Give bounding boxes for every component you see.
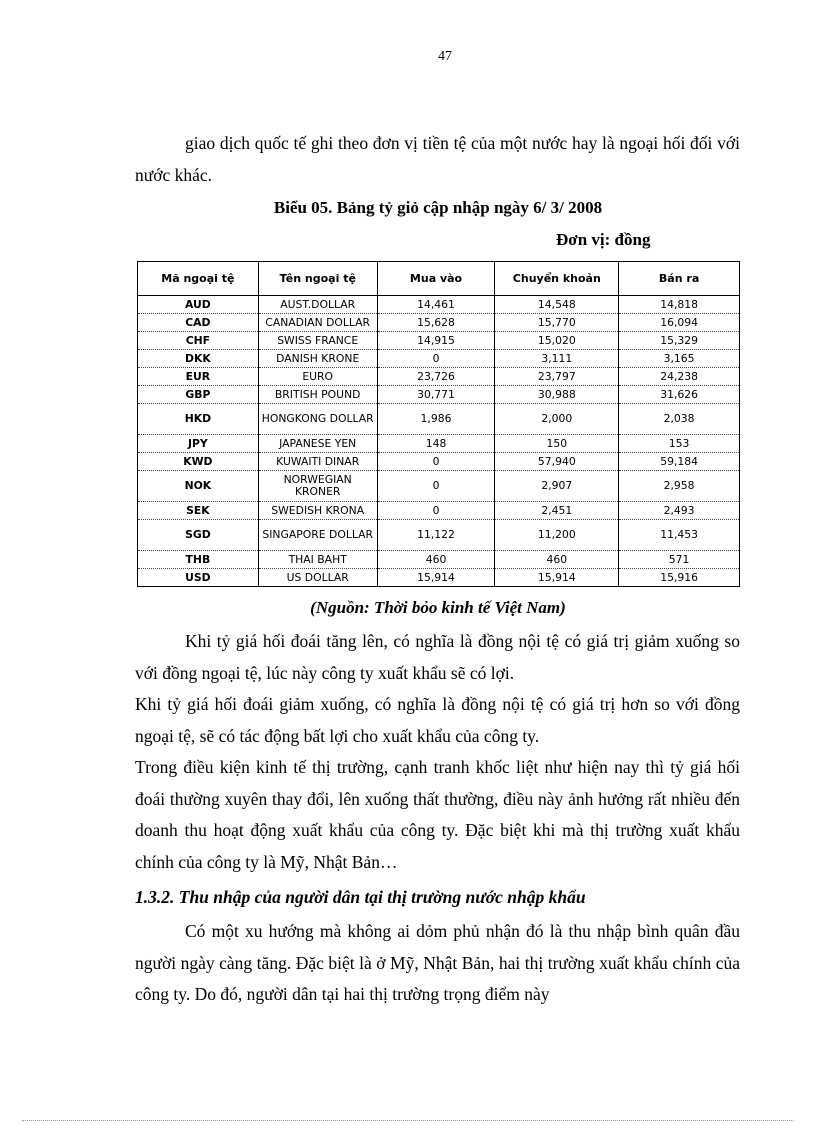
sell-rate: 153	[619, 435, 740, 453]
buy-rate: 11,122	[377, 520, 495, 551]
buy-rate: 0	[377, 502, 495, 520]
body-paragraph-1: Khi tỷ giá hối đoái tăng lên, có nghĩa là đồng nội tệ có giá trị giảm xuống so với đồng ngoại tệ, lúc này công ty xuất khẩu sẽ có lợi.	[135, 631, 740, 683]
currency-name: BRITISH POUND	[258, 386, 377, 404]
table-row	[138, 296, 740, 314]
currency-code: SGD	[138, 520, 259, 551]
transfer-rate: 23,797	[495, 368, 619, 386]
buy-rate: 0	[377, 453, 495, 471]
table-row	[138, 453, 740, 471]
table-header-row	[138, 262, 740, 296]
transfer-rate: 30,988	[495, 386, 619, 404]
buy-rate: 0	[377, 350, 495, 368]
sell-rate: 14,818	[619, 296, 740, 314]
transfer-rate: 3,111	[495, 350, 619, 368]
currency-code: CHF	[138, 332, 259, 350]
transfer-rate: 11,200	[495, 520, 619, 551]
currency-name: US DOLLAR	[258, 569, 377, 587]
intro-paragraph: giao dịch quốc tế ghi theo đơn vị tiền tệ của một nước hay là ngoại hối đối với nước khác.	[135, 133, 740, 185]
currency-code: CAD	[138, 314, 259, 332]
table-row	[138, 350, 740, 368]
section-heading: 1.3.2. Thu nhập của người dân tại thị trường nước nhập khẩu	[135, 887, 586, 907]
buy-rate: 30,771	[377, 386, 495, 404]
table-row	[138, 551, 740, 569]
transfer-rate: 2,000	[495, 404, 619, 435]
currency-code: AUD	[138, 296, 259, 314]
table-row	[138, 569, 740, 587]
transfer-rate: 150	[495, 435, 619, 453]
currency-name: KUWAITI DINAR	[258, 453, 377, 471]
sell-rate: 24,238	[619, 368, 740, 386]
table-row	[138, 435, 740, 453]
currency-name: CANADIAN DOLLAR	[258, 314, 377, 332]
sell-rate: 59,184	[619, 453, 740, 471]
body-paragraph-2: Khi tỷ giá hối đoái giảm xuống, có nghĩa là đồng nội tệ có giá trị hơn so với đồng ngoại tệ, sẽ có tác động bất lợi cho xuất khẩu của công ty.	[135, 694, 740, 746]
currency-name: EURO	[258, 368, 377, 386]
table-row	[138, 386, 740, 404]
sell-rate: 2,493	[619, 502, 740, 520]
table-row	[138, 404, 740, 435]
table-row	[138, 332, 740, 350]
currency-name: SWISS FRANCE	[258, 332, 377, 350]
table-source-note: (Nguồn: Thời bỏo kinh tế Việt Nam)	[310, 598, 566, 617]
sell-rate: 31,626	[619, 386, 740, 404]
table-title: Biểu 05. Bảng tỷ giỏ cập nhập ngày 6/ 3/ 2008	[273, 198, 603, 217]
page-number: 47	[438, 49, 452, 64]
header-transfer: Chuyển khoản	[495, 262, 619, 296]
header-name: Tên ngoại tệ	[258, 262, 377, 296]
body-paragraph-3: Trong điều kiện kinh tế thị trường, cạnh tranh khốc liệt như hiện nay thì tỷ giá hối đoái thường xuyên thay đổi, lên xuống thất thường, điều này ảnh hưởng rất nhiều đến doanh thu hoạt động xuất khẩu của công ty. Đặc biệt khi mà thị trường xuất khẩu chính của công ty là Mỹ, Nhật Bản…	[135, 757, 740, 872]
currency-name: NORWEGIAN KRONER	[258, 471, 377, 502]
currency-code: NOK	[138, 471, 259, 502]
sell-rate: 2,038	[619, 404, 740, 435]
buy-rate: 15,914	[377, 569, 495, 587]
sell-rate: 11,453	[619, 520, 740, 551]
currency-code: USD	[138, 569, 259, 587]
currency-name: SWEDISH KRONA	[258, 502, 377, 520]
transfer-rate: 14,548	[495, 296, 619, 314]
transfer-rate: 15,020	[495, 332, 619, 350]
table-row	[138, 502, 740, 520]
currency-code: SEK	[138, 502, 259, 520]
body-paragraph-4: Có một xu hướng mà không ai dỏm phủ nhận đó là thu nhập bình quân đầu người ngày càng tăng. Đặc biệt là ở Mỹ, Nhật Bản, hai thị trường xuất khẩu chính của công ty. Do đó, người dân tại hai thị trường trọng điểm này	[135, 921, 740, 1004]
currency-name: AUST.DOLLAR	[258, 296, 377, 314]
sell-rate: 3,165	[619, 350, 740, 368]
currency-code: GBP	[138, 386, 259, 404]
buy-rate: 460	[377, 551, 495, 569]
currency-name: SINGAPORE DOLLAR	[258, 520, 377, 551]
currency-code: KWD	[138, 453, 259, 471]
transfer-rate: 57,940	[495, 453, 619, 471]
header-buy: Mua vào	[377, 262, 495, 296]
header-sell: Bán ra	[619, 262, 740, 296]
currency-code: HKD	[138, 404, 259, 435]
table-row	[138, 520, 740, 551]
buy-rate: 15,628	[377, 314, 495, 332]
unit-label: Đơn vị: đồng	[556, 230, 651, 249]
transfer-rate: 15,770	[495, 314, 619, 332]
buy-rate: 14,915	[377, 332, 495, 350]
currency-name: THAI BAHT	[258, 551, 377, 569]
buy-rate: 23,726	[377, 368, 495, 386]
sell-rate: 571	[619, 551, 740, 569]
currency-code: THB	[138, 551, 259, 569]
currency-name: DANISH KRONE	[258, 350, 377, 368]
sell-rate: 15,329	[619, 332, 740, 350]
header-code: Mã ngoại tệ	[138, 262, 259, 296]
buy-rate: 0	[377, 471, 495, 502]
currency-code: JPY	[138, 435, 259, 453]
table-row	[138, 471, 740, 502]
buy-rate: 1,986	[377, 404, 495, 435]
exchange-rate-table	[137, 261, 740, 587]
sell-rate: 16,094	[619, 314, 740, 332]
currency-code: DKK	[138, 350, 259, 368]
currency-name: JAPANESE YEN	[258, 435, 377, 453]
currency-code: EUR	[138, 368, 259, 386]
currency-name: HONGKONG DOLLAR	[258, 404, 377, 435]
sell-rate: 2,958	[619, 471, 740, 502]
transfer-rate: 2,907	[495, 471, 619, 502]
buy-rate: 148	[377, 435, 495, 453]
buy-rate: 14,461	[377, 296, 495, 314]
footer-divider	[22, 1120, 794, 1121]
table-row	[138, 368, 740, 386]
transfer-rate: 2,451	[495, 502, 619, 520]
sell-rate: 15,916	[619, 569, 740, 587]
transfer-rate: 460	[495, 551, 619, 569]
transfer-rate: 15,914	[495, 569, 619, 587]
table-row	[138, 314, 740, 332]
